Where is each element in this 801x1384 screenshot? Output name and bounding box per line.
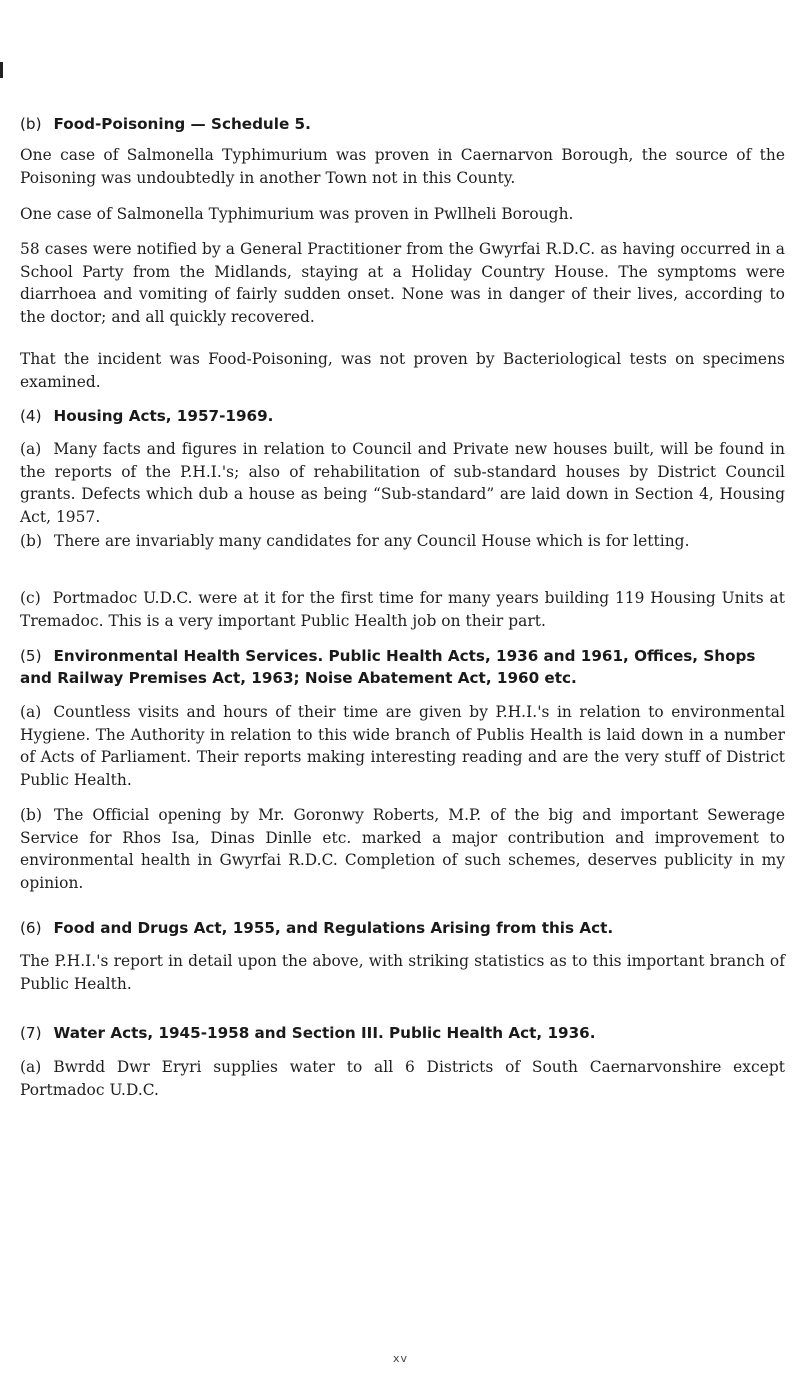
- item-text: Many facts and figures in relation to Council and Private new houses built, will be found in the reports of the P.H.I.'s; also of rehabilitation of sub-standard houses by District Council grants. Defects which dub a house as being “Sub-standard” are laid down in Section 4, Housing Act, 1957.: [20, 440, 785, 526]
- item-text: There are invariably many candidates for any Council House which is for letting.: [54, 532, 690, 550]
- section-title: Water Acts, 1945-1958 and Section III. Public Health Act, 1936.: [53, 1024, 596, 1042]
- paragraph: The P.H.I.'s report in detail upon the above, with striking statistics as to this important branch of Public Health.: [20, 952, 785, 993]
- section-title: Food-Poisoning — Schedule 5.: [53, 115, 311, 133]
- page-number: xv: [392, 1352, 409, 1365]
- list-item: [20, 587, 785, 632]
- item-text: Portmadoc U.D.C. were at it for the first time for many years building 119 Housing Units at Tremadoc. This is a very important Public Health job on their part.: [20, 589, 785, 630]
- list-item: [20, 530, 785, 553]
- paragraph: 58 cases were notified by a General Practitioner from the Gwyrfai R.D.C. as having occurred in a School Party from the Midlands, staying at a Holiday Country House. The symptoms were diarrhoea and vomiting of fairly sudden onset. None was in danger of their lives, according to the doctor; and all quickly recovered.: [20, 240, 785, 326]
- paragraph: That the incident was Food-Poisoning, was not proven by Bacteriological tests on specimens examined.: [20, 350, 785, 391]
- item-text: Countless visits and hours of their time are given by P.H.I.'s in relation to environmental Hygiene. The Authority in relation to this wide branch of Publis Health is laid down in a number of Acts of Parliament. Their reports making interesting reading and are the very stuff of District Public Health.: [20, 703, 785, 789]
- section-label: (6): [20, 919, 42, 937]
- item-label: (a): [20, 440, 42, 458]
- item-label: (a): [20, 703, 42, 721]
- section-heading-food-poisoning: [20, 113, 783, 135]
- item-label: (c): [20, 589, 41, 607]
- section-title: Environmental Health Services. Public Health Acts, 1936 and 1961, Offices, Shops and Railway Premises Act, 1963; Noise Abatement Act, 1960 etc.: [20, 647, 756, 687]
- list-item: [20, 701, 785, 791]
- section-label: (5): [20, 647, 42, 665]
- section-heading-housing: [20, 405, 783, 427]
- section-title: Food and Drugs Act, 1955, and Regulations Arising from this Act.: [53, 919, 614, 937]
- section-heading-food-and-drugs: [20, 917, 783, 939]
- section-title: Housing Acts, 1957-1969.: [53, 407, 274, 425]
- paragraph: One case of Salmonella Typhimurium was proven in Pwllheli Borough.: [20, 205, 574, 223]
- section-label: (4): [20, 407, 42, 425]
- list-item: [20, 438, 785, 528]
- section-label: (7): [20, 1024, 42, 1042]
- item-text: The Official opening by Mr. Goronwy Roberts, M.P. of the big and important Sewerage Service for Rhos Isa, Dinas Dinlle etc. marked a major contribution and improvement to environmental health in Gwyrfai R.D.C. Completion of such schemes, deserves publicity in my opinion.: [20, 806, 785, 892]
- list-item: [20, 804, 785, 894]
- section-heading-water-acts: [20, 1022, 783, 1044]
- item-text: Bwrdd Dwr Eryri supplies water to all 6 Districts of South Caernarvonshire except Portmadoc U.D.C.: [20, 1058, 785, 1099]
- section-label: (b): [20, 115, 42, 133]
- margin-mark: [0, 62, 3, 78]
- item-label: (a): [20, 1058, 42, 1076]
- item-label: (b): [20, 806, 43, 824]
- section-heading-environmental-health: [20, 645, 783, 689]
- paragraph: One case of Salmonella Typhimurium was proven in Caernarvon Borough, the source of the Poisoning was undoubtedly in another Town not in this County.: [20, 146, 785, 187]
- item-label: (b): [20, 532, 43, 550]
- list-item: [20, 1056, 785, 1101]
